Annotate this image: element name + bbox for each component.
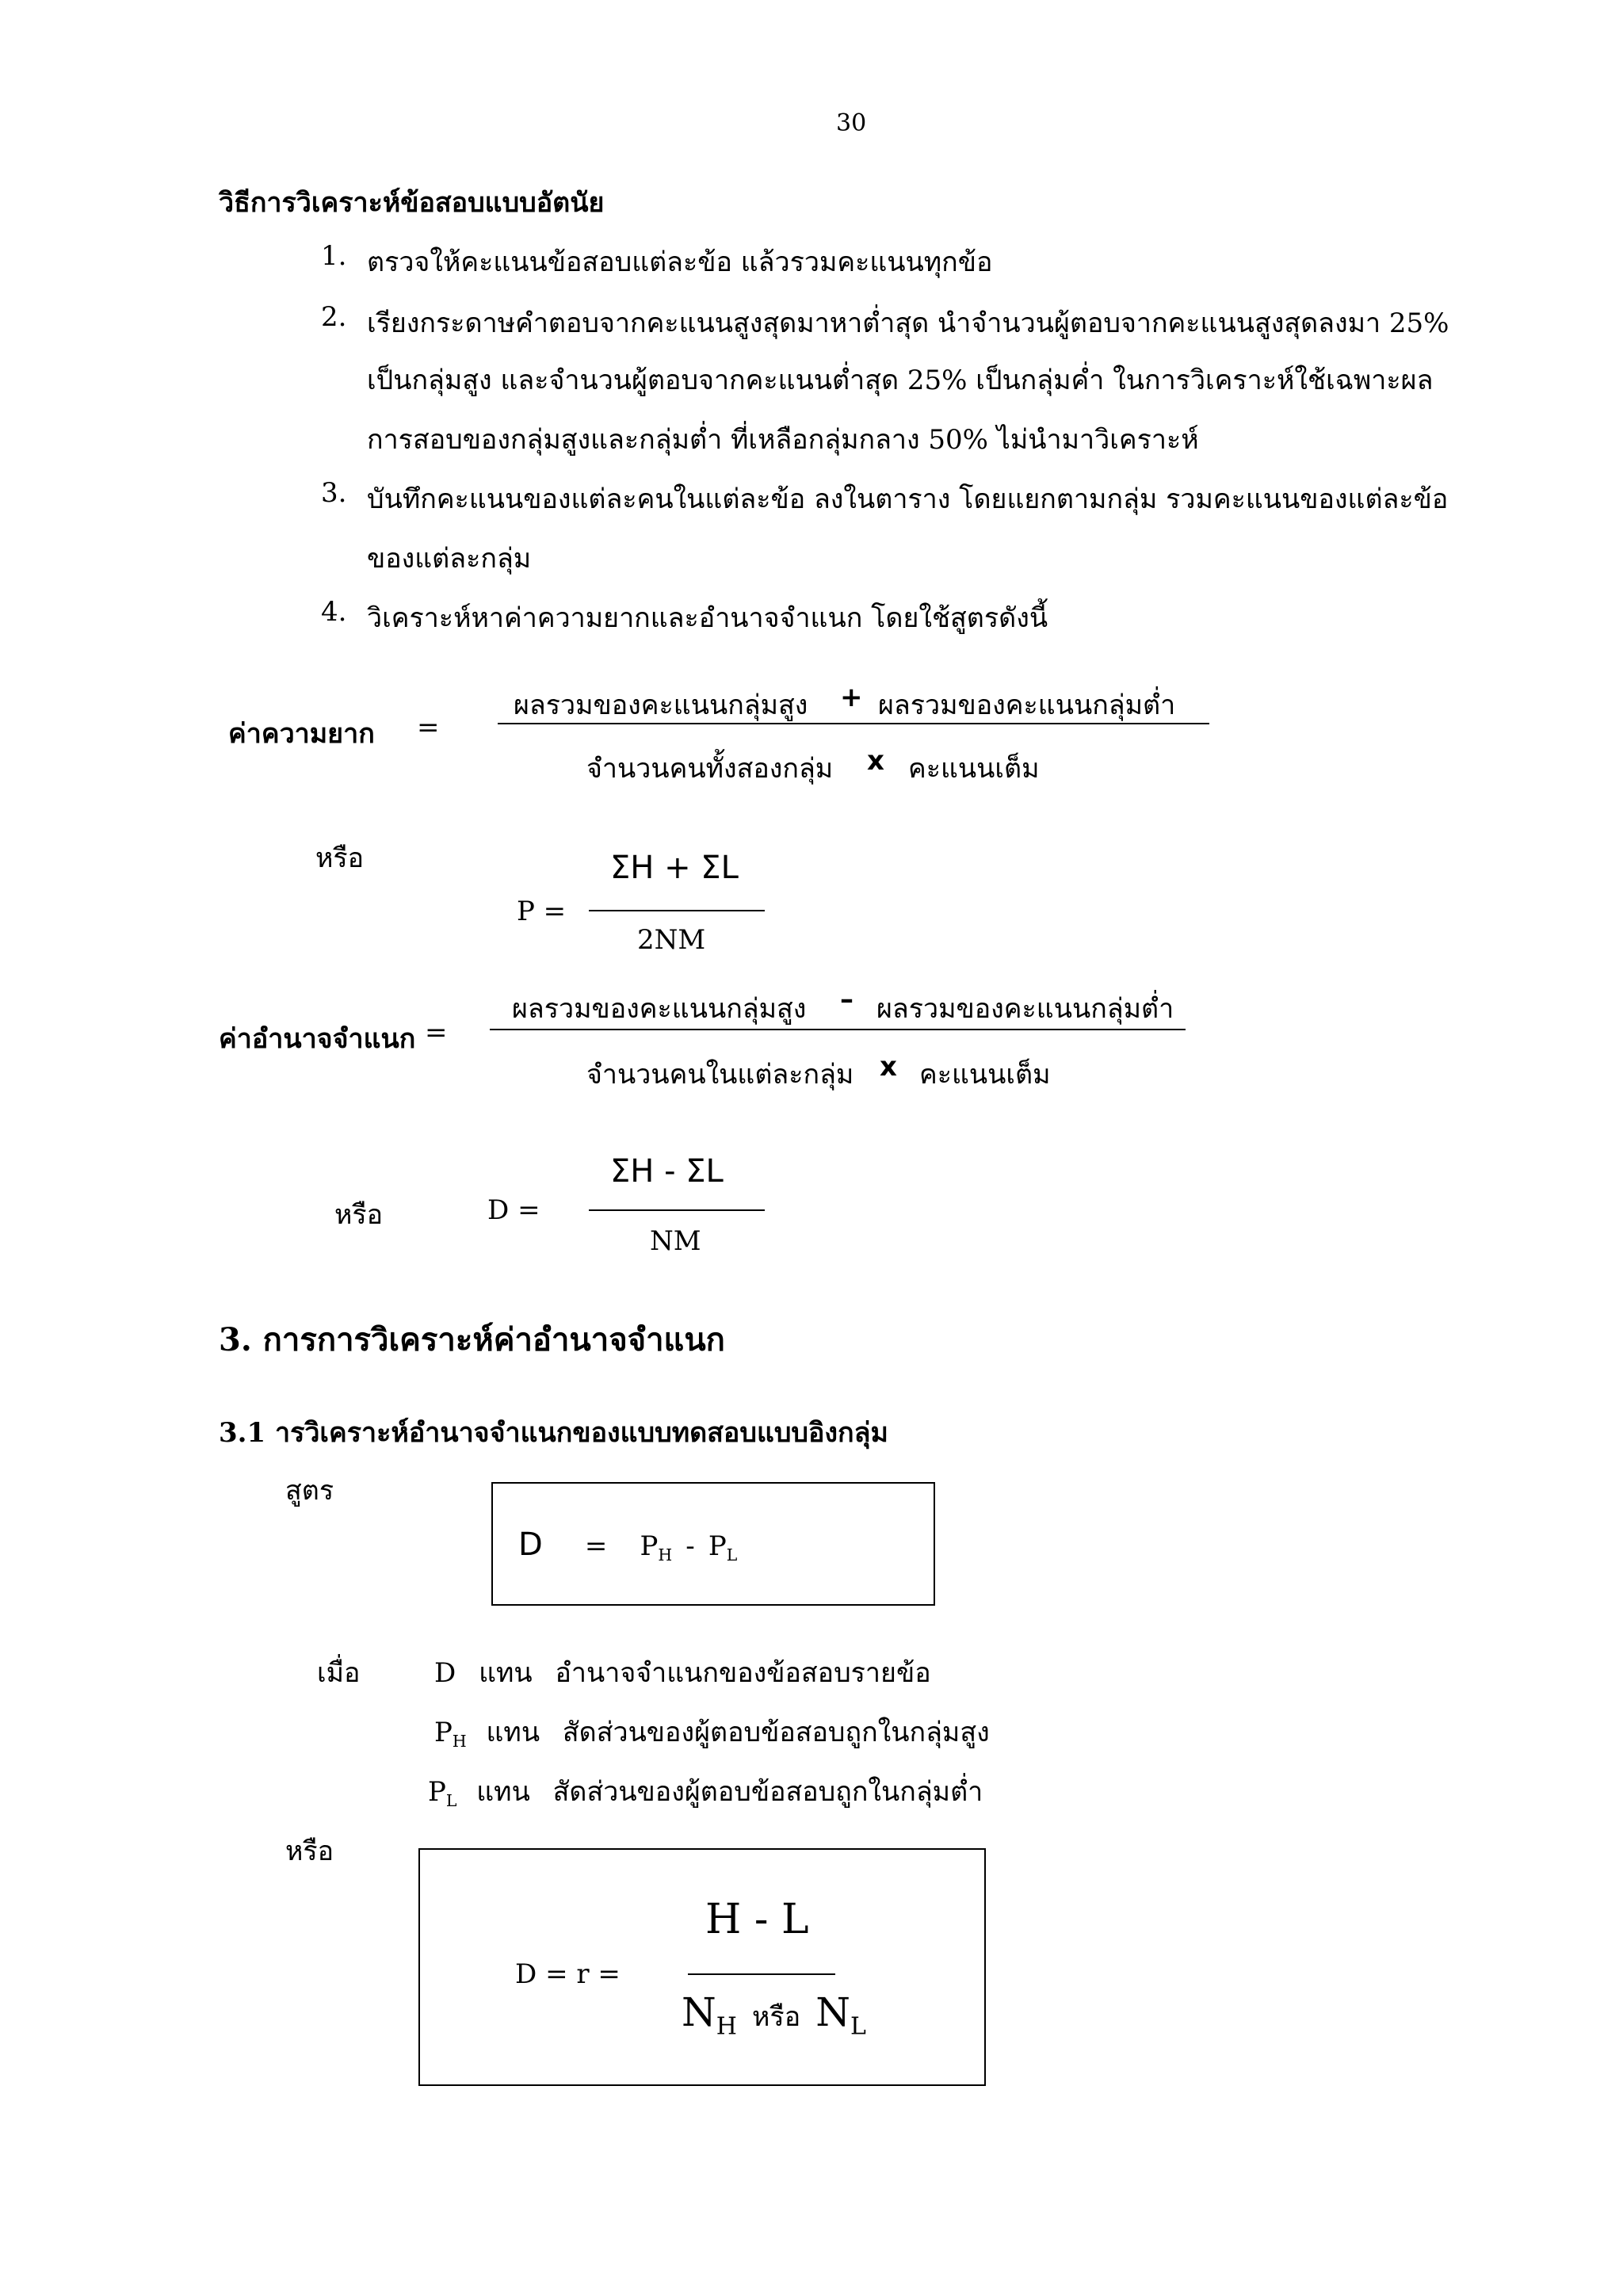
definition-symbol: P bbox=[434, 1717, 453, 1748]
definition-row: $P_L$ แทน สัดส่วนของผู้ตอบข้อสอบถูกในกลุ่มต่ำ bbox=[428, 1776, 983, 1811]
step-2-line-1: เรียงกระดาษคำตอบจากคะแนนสูงสุดมาหาต่ำสุด นำจำนวนผู้ตอบจากคะแนนสูงสุดลงมา 25% bbox=[367, 308, 1449, 339]
where-label: เมื่อ bbox=[317, 1657, 361, 1689]
box2-fraction-line bbox=[688, 1973, 835, 1975]
formula-box-2 bbox=[418, 1848, 986, 2086]
step-1-num: 1. bbox=[321, 240, 347, 272]
section-3-1-heading: 3.1 ารวิเคราะห์อำนาจจำแนกของแบบทดสอบแบบอิงกลุ่ม bbox=[219, 1417, 888, 1449]
difficulty-fraction-line bbox=[498, 723, 1209, 724]
definition-row bbox=[434, 1651, 931, 1694]
discrimination-var: D = bbox=[487, 1194, 540, 1226]
discrimination-symbol-fraction-line bbox=[589, 1209, 765, 1211]
box2-denominator: $N_H$ หรือ $N_L$ bbox=[682, 1989, 866, 2041]
difficulty-var: P = bbox=[517, 896, 567, 927]
step-4-num: 4. bbox=[321, 596, 347, 628]
discrimination-numerator-left: ผลรวมของคะแนนกลุ่มสูง bbox=[512, 993, 807, 1025]
discrimination-symbol-numerator: ΣH - ΣL bbox=[610, 1153, 724, 1190]
step-3-line-1: บันทึกคะแนนของแต่ละคนในแต่ละข้อ ลงในตาราง โดยแยกตามกลุ่ม รวมคะแนนของแต่ละข้อ bbox=[367, 483, 1449, 515]
definition-symbol: P bbox=[428, 1776, 446, 1808]
definition-row: $P_H$ แทน สัดส่วนของผู้ตอบข้อสอบถูกในกลุ่มสูง bbox=[434, 1717, 990, 1752]
discrimination-fraction-line bbox=[490, 1029, 1186, 1030]
discrimination-label: ค่าอำนาจจำแนก bbox=[219, 1023, 416, 1055]
section-3-heading: 3. การการวิเคราะห์ค่าอำนาจจำแนก bbox=[219, 1321, 725, 1358]
discrimination-equals: = bbox=[425, 1017, 448, 1049]
method-heading: วิธีการวิเคราะห์ข้อสอบแบบอัตนัย bbox=[219, 187, 605, 219]
definition-stands: แทน bbox=[479, 1657, 533, 1689]
discrimination-denominator-op: x bbox=[880, 1051, 897, 1083]
box2-lhs: D = r = bbox=[515, 1958, 621, 1990]
difficulty-numerator-right: ผลรวมของคะแนนกลุ่มต่ำ bbox=[878, 690, 1176, 721]
discrimination-numerator-op: – bbox=[840, 984, 854, 1015]
formula-box-1 bbox=[491, 1482, 935, 1606]
difficulty-numerator-op: + bbox=[840, 682, 863, 713]
difficulty-symbol-denominator: 2NM bbox=[637, 924, 706, 956]
page-number: 30 bbox=[836, 109, 867, 137]
box1-p-low: $P_L$ bbox=[708, 1530, 738, 1565]
or-label: หรือ bbox=[285, 1836, 334, 1867]
box1-lhs: D bbox=[518, 1526, 543, 1563]
discrimination-symbol-denominator: NM bbox=[650, 1225, 701, 1257]
box1-minus: - bbox=[685, 1530, 695, 1562]
definition-stands: แทน bbox=[476, 1776, 530, 1808]
difficulty-equals: = bbox=[417, 712, 440, 743]
step-1-line-1: ตรวจให้คะแนนข้อสอบแต่ละข้อ แล้วรวมคะแนนทุกข้อ bbox=[367, 246, 993, 278]
box1-p-high: $P_H$ bbox=[640, 1530, 673, 1565]
difficulty-denominator-op: x bbox=[867, 745, 884, 777]
difficulty-or: หรือ bbox=[315, 842, 365, 874]
difficulty-denominator-right: คะแนนเต็ม bbox=[908, 753, 1040, 785]
definition-desc: สัดส่วนของผู้ตอบข้อสอบถูกในกลุ่มสูง bbox=[562, 1717, 990, 1748]
difficulty-numerator-left: ผลรวมของคะแนนกลุ่มสูง bbox=[514, 690, 808, 721]
step-2-num: 2. bbox=[321, 301, 347, 333]
box1-eq: = bbox=[584, 1530, 608, 1562]
box1-formula bbox=[518, 1526, 737, 1564]
difficulty-symbol-numerator: ΣH + ΣL bbox=[610, 850, 739, 886]
discrimination-numerator-right: ผลรวมของคะแนนกลุ่มต่ำ bbox=[876, 993, 1174, 1025]
step-2-line-3: การสอบของกลุ่มสูงและกลุ่มต่ำ ที่เหลือกลุ่มกลาง 50% ไม่นำมาวิเคราะห์ bbox=[367, 424, 1199, 456]
discrimination-denominator-left: จำนวนคนในแต่ละกลุ่ม bbox=[586, 1059, 854, 1091]
step-4-line-1: วิเคราะห์หาค่าความยากและอำนาจจำแนก โดยใช้สูตรดังนี้ bbox=[367, 602, 1048, 634]
difficulty-label: ค่าความยาก bbox=[228, 718, 375, 750]
box2-numerator: H - L bbox=[705, 1896, 809, 1943]
formula-label: สูตร bbox=[285, 1475, 334, 1507]
definition-desc: อำนาจจำแนกของข้อสอบรายข้อ bbox=[555, 1657, 931, 1689]
difficulty-symbol-fraction-line bbox=[589, 910, 765, 911]
discrimination-or: หรือ bbox=[334, 1199, 384, 1231]
discrimination-denominator-right: คะแนนเต็ม bbox=[919, 1059, 1051, 1091]
definition-symbol: D bbox=[434, 1657, 456, 1689]
definition-stands: แทน bbox=[486, 1717, 540, 1748]
difficulty-denominator-left: จำนวนคนทั้งสองกลุ่ม bbox=[586, 753, 834, 785]
definition-desc: สัดส่วนของผู้ตอบข้อสอบถูกในกลุ่มต่ำ bbox=[552, 1776, 983, 1808]
step-3-num: 3. bbox=[321, 477, 347, 509]
step-2-line-2: เป็นกลุ่มสูง และจำนวนผู้ตอบจากคะแนนต่ำสุด 25% เป็นกลุ่มค่ำ ในการวิเคราะห์ใช้เฉพาะผล bbox=[367, 365, 1434, 396]
step-3-line-2: ของแต่ละกลุ่ม bbox=[367, 543, 532, 575]
